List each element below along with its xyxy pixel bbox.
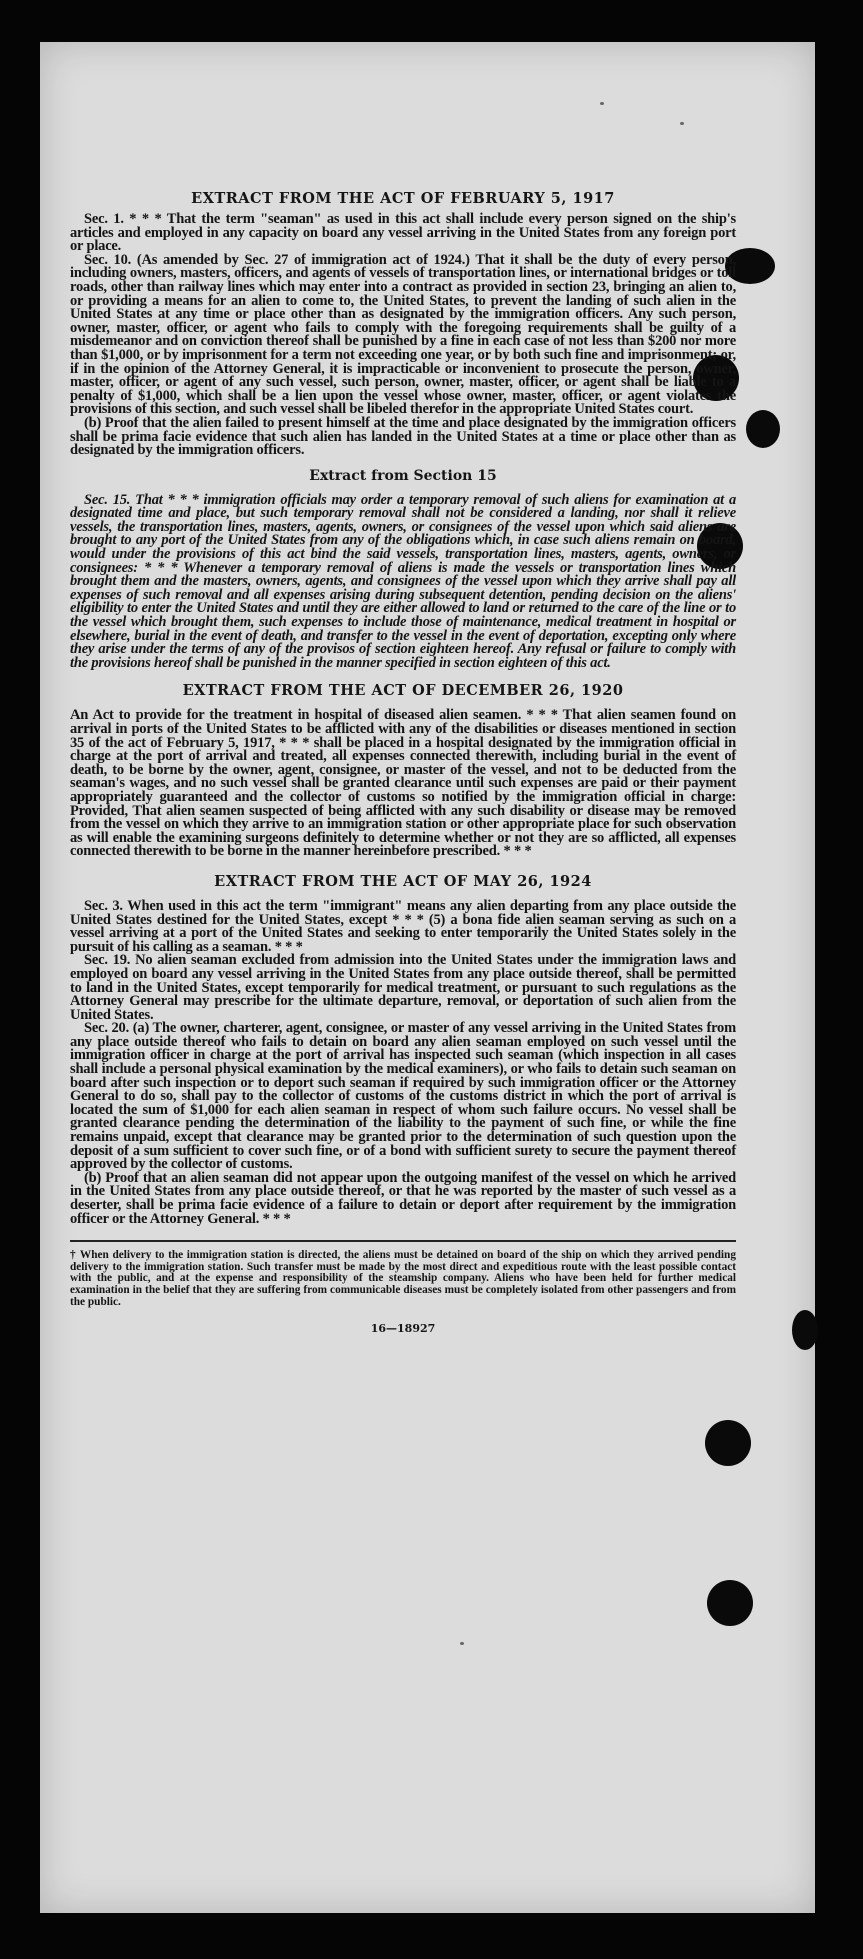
paragraph-sec10: Sec. 10. (As amended by Sec. 27 of immigration act of 1924.) That it shall be the duty of every person, including owners, masters, officers, and agents of vessels of transportation lines, or international bridges or toll roads, other than railway lines which may enter into a contract as provided in section 23, bringing an alien to, or providing a means for an alien to come to, the United States, to prevent the landing of such alien in the United States at any time or place other than as designated by the immigration officers. Any such person, owner, master, officer, or agent who fails to comply with the foregoing requirements shall be guilty of a misdemeanor and on conviction thereof shall be punished by a fine in each case of not less than $200 nor more than $1,000, or by imprisonment for a term not exceeding one year, or by both such fine and imprisonment; or, if in the opinion of the Attorney General, it is impracticable or inconvenient to prosecute the person, owner, master, officer, or agent of any such vessel, such person, owner, master, officer, or agent shall be liable to a penalty of $1,000, which shall be a lien upon the vessel whose owner, master, officer, or agent violates the provisions of this section, and such vessel shall be libeled therefor in the appropriate United States court.	[70, 251, 736, 418]
paragraph-sec1: Sec. 1. * * * That the term "seaman" as used in this act shall include every person signed on the ship's articles and employed in any capacity on board any vessel arriving in the United States from any foreign port or place.	[70, 211, 736, 255]
paragraph-sec20: Sec. 20. (a) The owner, charterer, agent, consignee, or master of any vessel arriving in the United States from any place outside thereof who fails to detain on board any alien seaman employed on such vessel until the immigration officer in charge at the port of arrival has inspected such seaman (which inspection in all cases shall include a personal physical examination by the medical examiners), or who fails to detain such seaman on board after such inspection or to deport such seaman if required by such immigration officer or the Attorney General to do so, shall pay to the collector of customs of the customs district in which the port of arrival is located the sum of $1,000 for each alien seaman in respect of whom such failure occurs. No vessel shall be granted clearance pending the determination of the liability to the payment of such fine, or while the fine remains unpaid, except that clearance may be granted prior to the determination of such question upon the deposit of a sum sufficient to cover such fine, or of a bond with sufficient surety to secure the payment thereof approved by the collector of customs.	[70, 1020, 736, 1173]
heading-act-1924: EXTRACT FROM THE ACT OF MAY 26, 1924	[214, 872, 592, 890]
divider-rule	[70, 1240, 736, 1242]
form-number: 16—18927	[370, 1322, 436, 1336]
paragraph-sec10-b: (b) Proof that the alien failed to present himself at the time and place designated by the immigration officers shall be prima facie evidence that such alien has landed in the United States at a time or place other than as designated by the immigration officers.	[70, 414, 736, 459]
footnote: † When delivery to the immigration station is directed, the aliens must be detained on board of the ship on which they arrived pending delivery to the immigration station. Such transfer must be made by the most direct and expeditious route with the least possible contact with the public, and at the expense and responsibility of the steamship company. Aliens who have been held for further medical examination in the belief that they are suffering from communicable diseases must be completely isolated from other passengers and from the public.	[70, 1249, 736, 1308]
paragraph-sec3: Sec. 3. When used in this act the term "immigrant" means any alien departing from any place outside the United States destined for the United States, except * * * (5) a bona fide alien seaman serving as such on a vessel arriving at a port of the United States and seeking to enter temporarily the United States solely in the pursuit of his calling as a seaman. * * *	[70, 897, 736, 955]
document-text	[70, 52, 736, 1335]
paragraph-sec15: Sec. 15. That * * * immigration officials may order a temporary removal of such aliens for examination at a designated time and place, but such temporary removal shall not be considered a landing, nor shall it relieve vessels, the transportation lines, masters, agents, owners, or consignees of the vessel upon which said aliens are brought to any port of the United States from any of the obligations which, in case such aliens remain on board, would under the provisions of this act bind the said vessels, transportation lines, masters, agents, owners, or consignees: * * * Whenever a temporary removal of aliens is made the vessels or transportation lines which brought them and the masters, owners, agents, and consignees of the vessel upon which they arrive shall pay all expenses of such removal and all expenses arising during subsequent detention, pending decision on the aliens' eligibility to enter the United States and until they are either allowed to land or returned to the care of the line or to the vessel which brought them, such expenses to include those of maintenance, medical treatment in hospital or elsewhere, burial in the event of death, and transfer to the vessel in the event of deportation, excepting only where they arise under the terms of any of the provisos of section eighteen hereof. Any refusal or failure to comply with the provisions hereof shall be punished in the manner specified in section eighteen of this act.	[70, 491, 736, 671]
paragraph-sec20-b: (b) Proof that an alien seaman did not appear upon the outgoing manifest of the vessel on which he arrived in the United States from any place outside thereof, or that he was reported by the master of such vessel as a deserter, shall be prima facie evidence of a failure to detain or deport after requirement by the immigration officer or the Attorney General. * * *	[70, 1169, 736, 1227]
punch-hole	[792, 1310, 818, 1350]
paragraph-sec19: Sec. 19. No alien seaman excluded from admission into the United States under the immigration laws and employed on board any vessel arriving in the United States from any place outside thereof, shall be permitted to land in the United States, except temporarily for medical treatment, or pursuant to such regulations as the Attorney General may prescribe for the ultimate departure, removal, or deportation of such alien from the United States.	[70, 952, 736, 1023]
punch-hole	[746, 410, 780, 448]
heading-section-15: Extract from Section 15	[309, 467, 497, 484]
heading-act-1920: EXTRACT FROM THE ACT OF DECEMBER 26, 1920	[182, 682, 624, 700]
ink-speck	[460, 1642, 464, 1645]
punch-hole	[707, 1580, 753, 1626]
punch-hole	[705, 1420, 751, 1466]
paragraph-act-1920: An Act to provide for the treatment in hospital of diseased alien seamen. * * * That alien seamen found on arrival in ports of the United States to be afflicted with any of the disabilities or diseases mentioned in section 35 of the act of February 5, 1917, * * * shall be placed in a hospital designated by the immigration official in charge at the port of arrival and treated, all expenses connected therewith, including burial in the event of death, to be borne by the owner, agent, consignee, or master of the vessel, and not to be deducted from the seaman's wages, and no such vessel shall be granted clearance until such expenses are paid or their payment appropriately guaranteed and the collector of customs so notified by the immigration official in charge: Provided, That alien seamen suspected of being afflicted with any such disability or disease may be removed from the vessel on which they arrive to an immigration station or other appropriate place for such observation as will enable the examining surgeons definitely to determine whether or not they are so afflicted, all expenses connected therewith to be borne in the manner hereinbefore prescribed. * * *	[70, 707, 736, 860]
heading-act-1917: EXTRACT FROM THE ACT OF FEBRUARY 5, 1917	[191, 190, 615, 207]
